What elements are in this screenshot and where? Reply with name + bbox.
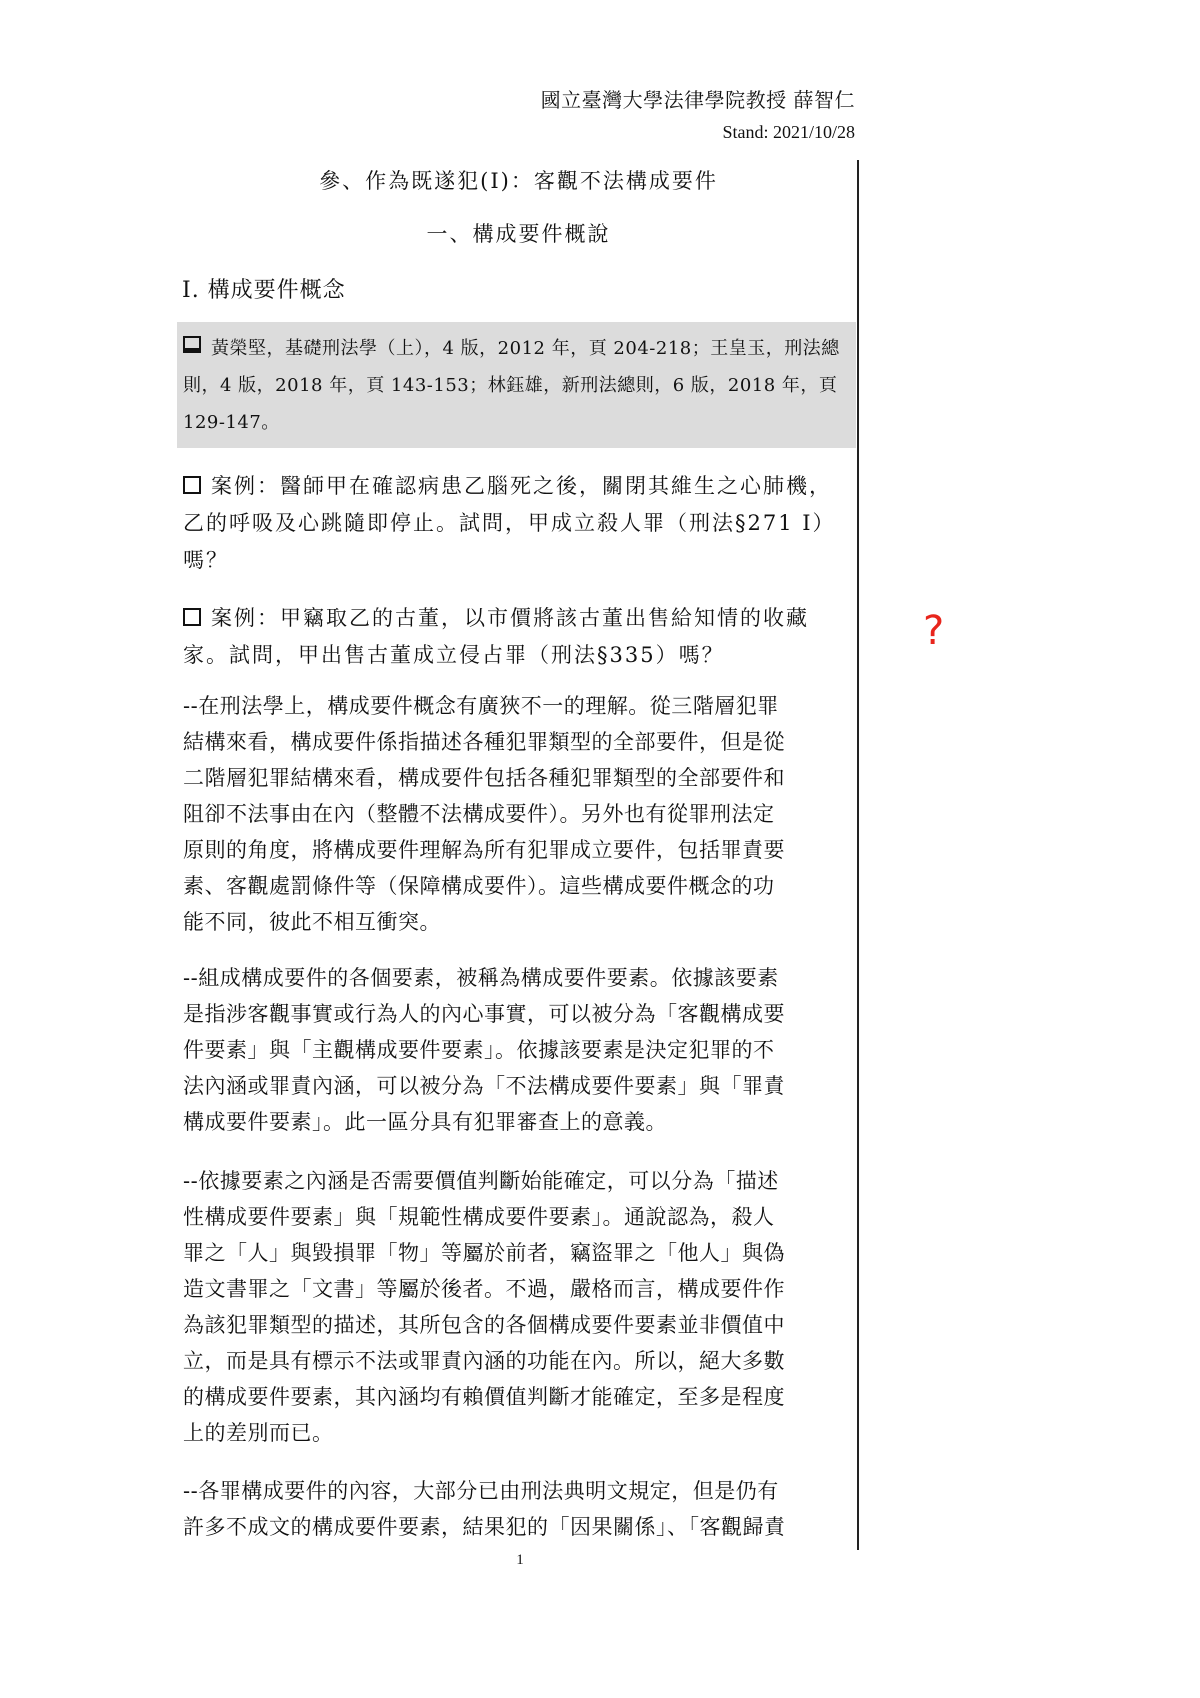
subsection-heading: I. 構成要件概念: [182, 278, 346, 303]
case-line: 乙的呼吸及心跳隨即停止。試問，甲成立殺人罪（刑法§271 I）: [183, 511, 836, 535]
margin-question-mark: ?: [923, 608, 945, 654]
case-line: 家。試問，甲出售古董成立侵占罪（刑法§335）嗎？: [183, 643, 725, 667]
reference-text: 黃榮堅，基礎刑法學（上），4 版，2012 年，頁 204-218；王皇玉，刑法總: [211, 338, 840, 359]
text-line: 素、客觀處罰條件等（保障構成要件）。這些構成要件概念的功: [183, 874, 775, 898]
case-line: [183, 468, 853, 505]
text-line: --各罪構成要件的內容，大部分已由刑法典明文規定，但是仍有: [183, 1479, 779, 1503]
case-block: [183, 468, 853, 579]
checkbox-icon: [183, 476, 201, 494]
author-line: 國立臺灣大學法律學院教授 薛智仁: [540, 88, 855, 112]
text-line: 上的差別而已。: [183, 1421, 334, 1445]
text-line: 二階層犯罪結構來看，構成要件包括各種犯罪類型的全部要件和: [183, 766, 785, 790]
section-title: 一、構成要件概說: [426, 222, 611, 246]
text-line: 原則的角度，將構成要件理解為所有犯罪成立要件，包括罪責要: [183, 838, 785, 862]
case-line: 嗎？: [183, 548, 229, 572]
text-line: 立，而是具有標示不法或罪責內涵的功能在內。所以，絕大多數: [183, 1349, 785, 1373]
text-line: 能不同，彼此不相互衝突。: [183, 910, 441, 934]
text-line: 法內涵或罪責內涵，可以被分為「不法構成要件要素」與「罪責: [183, 1074, 785, 1098]
text-line: 為該犯罪類型的描述，其所包含的各個構成要件要素並非價值中: [183, 1313, 785, 1337]
text-line: 的構成要件要素，其內涵均有賴價值判斷才能確定，至多是程度: [183, 1385, 785, 1409]
reference-line: [183, 330, 850, 367]
text-line: 構成要件要素」。此一區分具有犯罪審查上的意義。: [183, 1110, 667, 1134]
text-line: 許多不成文的構成要件要素，結果犯的「因果關係」、「客觀歸責: [183, 1515, 786, 1539]
text-line: 阻卻不法事由在內（整體不法構成要件）。另外也有從罪刑法定: [183, 802, 775, 826]
case-text: 案例：甲竊取乙的古董，以市價將該古董出售給知情的收藏: [211, 606, 809, 630]
reference-line: 129-147。: [183, 412, 280, 433]
paragraph: [183, 1163, 855, 1451]
text-line: 造文書罪之「文書」等屬於後者。不過，嚴格而言，構成要件作: [183, 1277, 785, 1301]
case-line: [183, 600, 853, 637]
case-text: 案例：醫師甲在確認病患乙腦死之後，關閉其維生之心肺機，: [211, 474, 832, 498]
text-line: 是指涉客觀事實或行為人的內心事實，可以被分為「客觀構成要: [183, 1002, 785, 1026]
stand-date: Stand: 2021/10/28: [722, 122, 855, 142]
page-number: 1: [516, 1552, 524, 1568]
text-line: 罪之「人」與毀損罪「物」等屬於前者，竊盜罪之「他人」與偽: [183, 1241, 785, 1265]
right-margin-rule: [857, 160, 859, 1550]
text-line: 結構來看，構成要件係指描述各種犯罪類型的全部要件，但是從: [183, 730, 785, 754]
paragraph: [183, 960, 855, 1140]
text-line: --依據要素之內涵是否需要價值判斷始能確定，可以分為「描述: [183, 1169, 779, 1193]
paragraph: [183, 1473, 855, 1545]
text-line: 件要素」與「主觀構成要件要素」。依據該要素是決定犯罪的不: [183, 1038, 775, 1062]
text-line: --組成構成要件的各個要素，被稱為構成要件要素。依據該要素: [183, 966, 779, 990]
book-icon: [183, 336, 201, 353]
text-line: --在刑法學上，構成要件概念有廣狹不一的理解。從三階層犯罪: [183, 694, 779, 718]
checkbox-icon: [183, 608, 201, 626]
case-block: [183, 600, 853, 674]
references-box: [177, 322, 856, 448]
paragraph: [183, 688, 855, 940]
text-line: 性構成要件要素」與「規範性構成要件要素」。通說認為，殺人: [183, 1205, 775, 1229]
chapter-title: 參、作為既遂犯(I)：客觀不法構成要件: [319, 169, 718, 193]
reference-line: 則，4 版，2018 年，頁 143-153；林鈺雄，新刑法總則，6 版，2018 年，頁: [183, 375, 838, 396]
